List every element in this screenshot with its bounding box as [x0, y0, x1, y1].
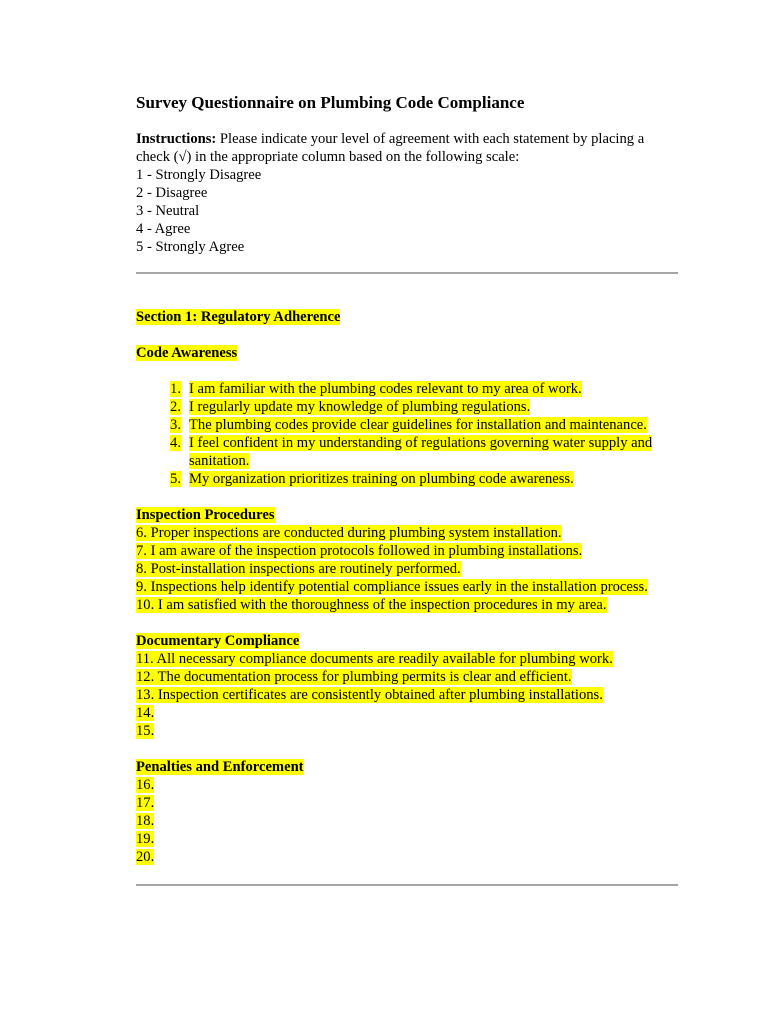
document-page	[136, 92, 678, 886]
list-item: 14.	[136, 705, 155, 721]
scale-line: 4 - Agree	[136, 221, 191, 237]
list-item: 2. I regularly update my knowledge of plumbing regulations.	[170, 399, 531, 415]
list-item: 13. Inspection certificates are consistently obtained after plumbing installations.	[136, 687, 603, 703]
section-title: Section 1: Regulatory Adherence	[136, 309, 341, 325]
code-awareness-heading: Code Awareness	[136, 345, 238, 361]
list-item: 1. I am familiar with the plumbing codes relevant to my area of work.	[170, 381, 582, 397]
penalties-heading: Penalties and Enforcement	[136, 759, 304, 775]
instructions-label: Instructions:	[136, 131, 217, 147]
scale-line: 5 - Strongly Agree	[136, 239, 245, 255]
documentary-heading: Documentary Compliance	[136, 633, 300, 649]
code-awareness-list	[136, 380, 678, 488]
scale-line: 2 - Disagree	[136, 185, 208, 201]
list-item: 11. All necessary compliance documents are readily available for plumbing work.	[136, 651, 613, 667]
list-item: 5. My organization prioritizes training on plumbing code awareness.	[170, 471, 574, 487]
instructions	[136, 130, 678, 256]
list-item: 17.	[136, 795, 155, 811]
scale-line: 3 - Neutral	[136, 203, 200, 219]
list-item: 12. The documentation process for plumbing permits is clear and efficient.	[136, 669, 572, 685]
list-item: 8. Post-installation inspections are routinely performed.	[136, 561, 461, 577]
documentary-compliance	[136, 632, 678, 740]
list-item: 3. The plumbing codes provide clear guidelines for installation and maintenance.	[170, 417, 647, 433]
list-item: 7. I am aware of the inspection protocols followed in plumbing installations.	[136, 543, 583, 559]
list-item: 20.	[136, 849, 155, 865]
page-title: Survey Questionnaire on Plumbing Code Compliance	[136, 93, 525, 112]
inspection-heading: Inspection Procedures	[136, 507, 275, 523]
penalties-enforcement	[136, 758, 678, 866]
inspection-procedures	[136, 506, 678, 614]
divider-top	[136, 272, 678, 274]
list-item: 4. I feel confident in my understanding of regulations governing water supply and sanitation.	[170, 435, 653, 469]
instructions-paragraph	[136, 130, 678, 166]
instructions-text: Please indicate your level of agreement with each statement by placing a check (√) in the appropriate column based on the following scale:	[136, 131, 645, 165]
scale-line: 1 - Strongly Disagree	[136, 167, 262, 183]
list-item: 19.	[136, 831, 155, 847]
list-item: 16.	[136, 777, 155, 793]
list-item: 10. I am satisfied with the thoroughness of the inspection procedures in my area.	[136, 597, 607, 613]
list-item: 15.	[136, 723, 155, 739]
list-item: 18.	[136, 813, 155, 829]
divider-bottom	[136, 884, 678, 886]
list-item: 6. Proper inspections are conducted during plumbing system installation.	[136, 525, 562, 541]
list-item: 9. Inspections help identify potential compliance issues early in the installation process.	[136, 579, 648, 595]
